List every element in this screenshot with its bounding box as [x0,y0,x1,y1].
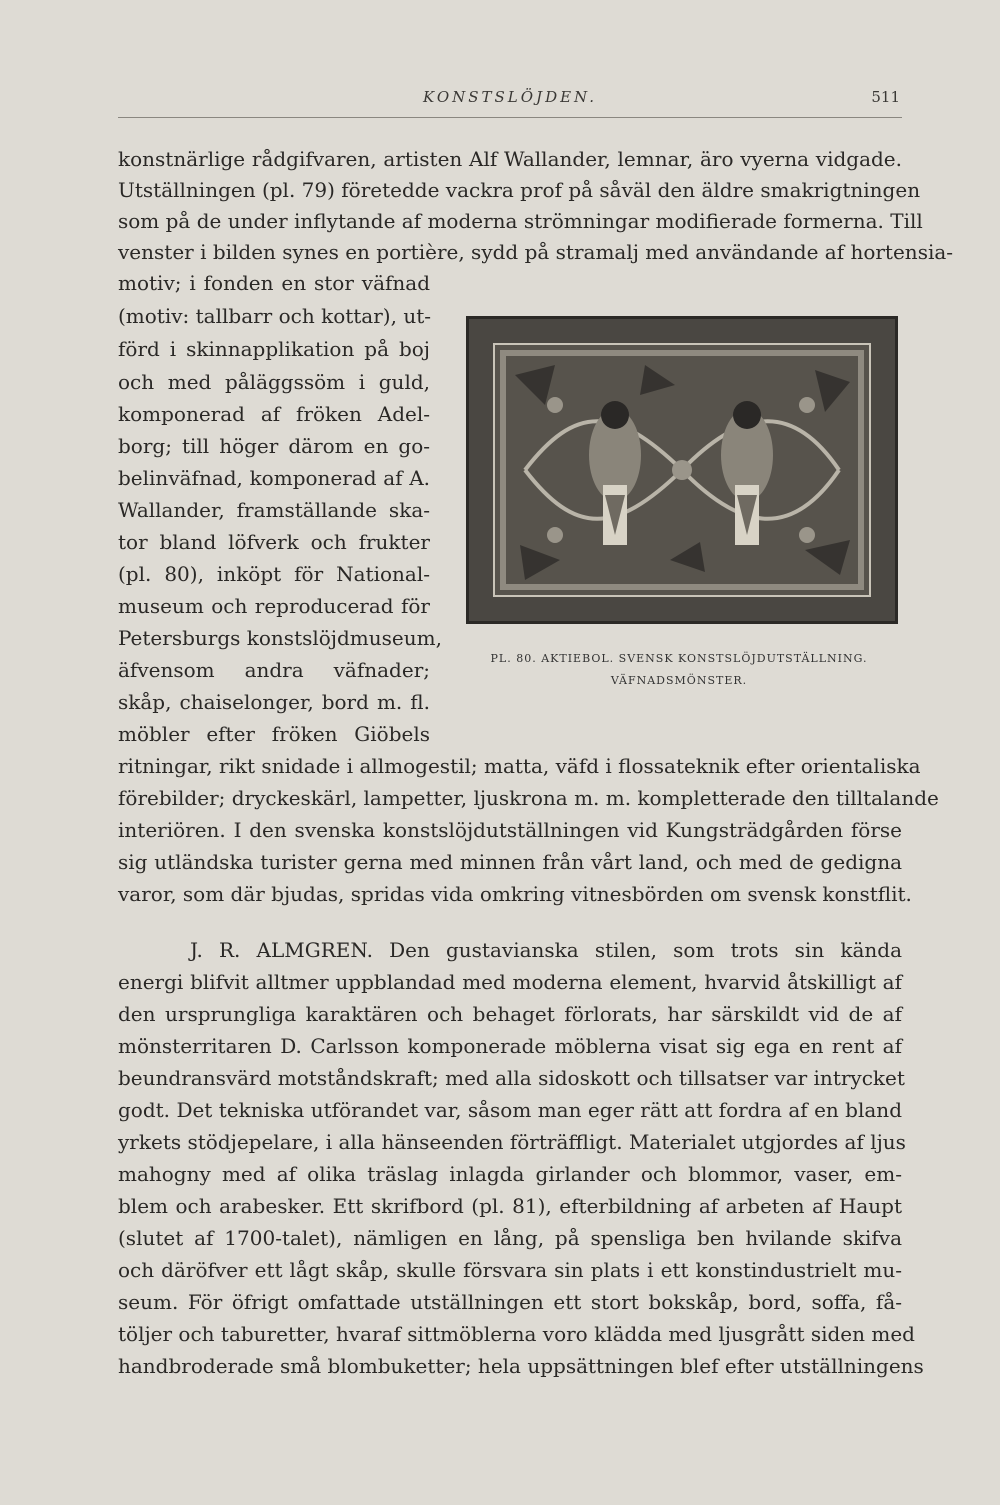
text-line: som på de under inflytande af moderna strömningar modifierade formerna. Till [118,209,923,233]
text-line: motiv; i fonden en stor väfnad [118,271,430,295]
text-line: konstnärlige rådgifvaren, artisten Alf Wallander, lemnar, äro vyerna vidgade. [118,147,902,171]
text-line: och med påläggssöm i guld, [118,370,430,394]
text-line: sig utländska turister gerna med minnen från vårt land, och med de gedigna [118,850,902,874]
text-line: äfvensom andra väfnader; [118,658,430,682]
text-line: den ursprungliga karaktären och behaget förlorats, har särskildt vid de af [118,1002,902,1026]
text-line: mahogny med af olika träslag inlagda girlander och blommor, vaser, em- [118,1162,902,1186]
text-line: borg; till höger därom en go- [118,434,430,458]
plate-caption: PL. 80. AKTIEBOL. SVENSK KONSTSLÖJDUTSTÄLLNING. [490,652,868,665]
text-line: museum och reproducerad för [118,594,430,618]
text-line: (pl. 80), inköpt för National- [118,562,430,586]
text-line: Utställningen (pl. 79) företedde vackra prof på såväl den äldre smakrigtningen [118,178,921,202]
text-line: interiören. I den svenska konstslöjdutställningen vid Kungsträdgården förse [118,818,902,842]
text-line: handbroderade små blombuketter; hela uppsättningen blef efter utställningens [118,1354,924,1378]
text-line: Petersburgs konstslöjdmuseum, [118,626,442,650]
header-rule [118,117,902,118]
magpie-tapestry-illustration [495,345,869,595]
plate-illustration [466,316,898,624]
text-line: godt. Det tekniska utförandet var, såsom man eger rätt att fordra af en bland [118,1098,902,1122]
text-line: seum. För öfrigt omfattade utställningen ett stort bokskåp, bord, soffa, få- [118,1290,902,1314]
text-line: yrkets stödjepelare, i alla hänseenden förträffligt. Materialet utgjordes af ljus [118,1130,906,1154]
text-line: skåp, chaiselonger, bord m. fl. [118,690,430,714]
tapestry-image [493,343,871,597]
text-line: venster i bilden synes en portière, sydd på stramalj med användande af hortensia- [118,240,954,264]
text-line: J. R. ALMGREN. Den gustavianska stilen, som trots sin kända [190,938,902,962]
text-line: belinväfnad, komponerad af A. [118,466,430,490]
plate-subcaption: VÄFNADSMÖNSTER. [610,674,748,687]
text-line: Wallander, framställande ska- [118,498,430,522]
text-line: (slutet af 1700-talet), nämligen en lång, på spensliga ben hvilande skifva [118,1226,902,1250]
page-number: 511 [871,88,900,106]
text-line: ritningar, rikt snidade i allmogestil; matta, väfd i flossateknik efter orientaliska [118,754,921,778]
running-title: KONSTSLÖJDEN. [423,88,597,106]
text-line: komponerad af fröken Adel- [118,402,430,426]
text-line: möbler efter fröken Giöbels [118,722,430,746]
text-line: mönsterritaren D. Carlsson komponerade möblerna visat sig ega en rent af [118,1034,902,1058]
text-line: (motiv: tallbarr och kottar), ut- [118,304,431,328]
text-line: töljer och taburetter, hvaraf sittmöblerna voro klädda med ljusgrått siden med [118,1322,915,1346]
text-line: blem och arabesker. Ett skrifbord (pl. 81), efterbildning af arbeten af Haupt [118,1194,902,1218]
running-head [120,88,900,112]
text-line: tor bland löfverk och frukter [118,530,430,554]
text-line: varor, som där bjudas, spridas vida omkring vitnesbörden om svensk konstflit. [118,882,912,906]
text-line: förd i skinnapplikation på boj [118,337,430,361]
text-line: energi blifvit alltmer uppblandad med moderna element, hvarvid åtskilligt af [118,970,902,994]
text-line: beundransvärd motståndskraft; med alla sidoskott och tillsatser var intrycket [118,1066,905,1090]
text-line: och däröfver ett lågt skåp, skulle försvara sin plats i ett konstindustrielt mu- [118,1258,902,1282]
text-line: förebilder; dryckeskärl, lampetter, ljuskrona m. m. kompletterade den tilltalande [118,786,939,810]
